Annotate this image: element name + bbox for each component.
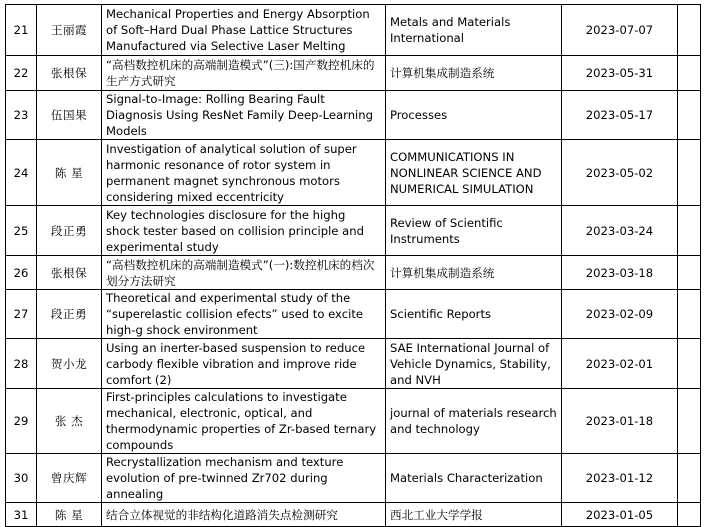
author-cell: 段正勇: [37, 206, 102, 256]
row-number: 30: [6, 454, 37, 503]
table-row: [6, 339, 701, 389]
title-cell: First-principles calculations to investigate mechanical, electronic, optical, and thermodynamic properties of Zr-based ternary compounds: [102, 389, 386, 454]
author-cell: 段正勇: [37, 290, 102, 339]
empty-cell: [678, 56, 701, 91]
venue-cell: 计算机集成制造系统: [386, 256, 562, 290]
date-cell: 2023-03-18: [562, 256, 678, 290]
date-cell: 2023-07-07: [562, 5, 678, 56]
date-cell: 2023-01-05: [562, 503, 678, 527]
row-number: 29: [6, 389, 37, 454]
table-row: [6, 206, 701, 256]
table-row: [6, 454, 701, 503]
date-cell: 2023-01-12: [562, 454, 678, 503]
title-cell: Signal-to-Image: Rolling Bearing Fault Diagnosis Using ResNet Family Deep-Learning Models: [102, 91, 386, 140]
row-number: 27: [6, 290, 37, 339]
publications-table: [5, 4, 701, 527]
venue-cell: Processes: [386, 91, 562, 140]
empty-cell: [678, 454, 701, 503]
empty-cell: [678, 339, 701, 389]
title-cell: “高档数控机床的高端制造模式”(三):国产数控机床的生产方式研究: [102, 56, 386, 91]
row-number: 25: [6, 206, 37, 256]
author-cell: 伍国果: [37, 91, 102, 140]
title-cell: “高档数控机床的高端制造模式”(一):数控机床的档次划分方法研究: [102, 256, 386, 290]
title-cell: Key technologies disclosure for the highg shock tester based on collision principle and experimental study: [102, 206, 386, 256]
title-cell: Theoretical and experimental study of the “superelastic collision efects” used to excite high-g shock environment: [102, 290, 386, 339]
date-cell: 2023-02-09: [562, 290, 678, 339]
date-cell: 2023-05-02: [562, 140, 678, 206]
date-cell: 2023-05-17: [562, 91, 678, 140]
venue-cell: Metals and Materials International: [386, 5, 562, 56]
venue-cell: Materials Characterization: [386, 454, 562, 503]
row-number: 26: [6, 256, 37, 290]
venue-cell: Scientific Reports: [386, 290, 562, 339]
venue-cell: Review of Scientific Instruments: [386, 206, 562, 256]
row-number: 28: [6, 339, 37, 389]
author-cell: 陈 星: [37, 140, 102, 206]
date-cell: 2023-05-31: [562, 56, 678, 91]
row-number: 23: [6, 91, 37, 140]
venue-cell: 计算机集成制造系统: [386, 56, 562, 91]
row-number: 21: [6, 5, 37, 56]
venue-cell: 西北工业大学学报: [386, 503, 562, 527]
author-cell: 陈 星: [37, 503, 102, 527]
author-cell: 王丽霞: [37, 5, 102, 56]
empty-cell: [678, 290, 701, 339]
author-cell: 张根保: [37, 256, 102, 290]
row-number: 24: [6, 140, 37, 206]
table-row: [6, 56, 701, 91]
title-cell: Mechanical Properties and Energy Absorption of Soft–Hard Dual Phase Lattice Structures Manufactured via Selective Laser Melting: [102, 5, 386, 56]
table-row: [6, 256, 701, 290]
author-cell: 张 杰: [37, 389, 102, 454]
venue-cell: journal of materials research and technology: [386, 389, 562, 454]
empty-cell: [678, 91, 701, 140]
empty-cell: [678, 140, 701, 206]
empty-cell: [678, 389, 701, 454]
date-cell: 2023-03-24: [562, 206, 678, 256]
empty-cell: [678, 256, 701, 290]
table-row: [6, 91, 701, 140]
author-cell: 曾庆辉: [37, 454, 102, 503]
venue-cell: COMMUNICATIONS IN NONLINEAR SCIENCE AND NUMERICAL SIMULATION: [386, 140, 562, 206]
venue-cell: SAE International Journal of Vehicle Dynamics, Stability, and NVH: [386, 339, 562, 389]
table-row: [6, 389, 701, 454]
title-cell: 结合立体视觉的非结构化道路消失点检测研究: [102, 503, 386, 527]
title-cell: Using an inerter-based suspension to reduce carbody flexible vibration and improve ride comfort (2): [102, 339, 386, 389]
date-cell: 2023-01-18: [562, 389, 678, 454]
row-number: 22: [6, 56, 37, 91]
author-cell: 张根保: [37, 56, 102, 91]
row-number: 31: [6, 503, 37, 527]
empty-cell: [678, 5, 701, 56]
table-row: [6, 5, 701, 56]
title-cell: Investigation of analytical solution of super harmonic resonance of rotor system in permanent magnet synchronous motors considering mixed eccentricity: [102, 140, 386, 206]
table-row: [6, 503, 701, 527]
empty-cell: [678, 206, 701, 256]
table-row: [6, 290, 701, 339]
author-cell: 贺小龙: [37, 339, 102, 389]
title-cell: Recrystallization mechanism and texture evolution of pre-twinned Zr702 during annealing: [102, 454, 386, 503]
date-cell: 2023-02-01: [562, 339, 678, 389]
table-row: [6, 140, 701, 206]
empty-cell: [678, 503, 701, 527]
